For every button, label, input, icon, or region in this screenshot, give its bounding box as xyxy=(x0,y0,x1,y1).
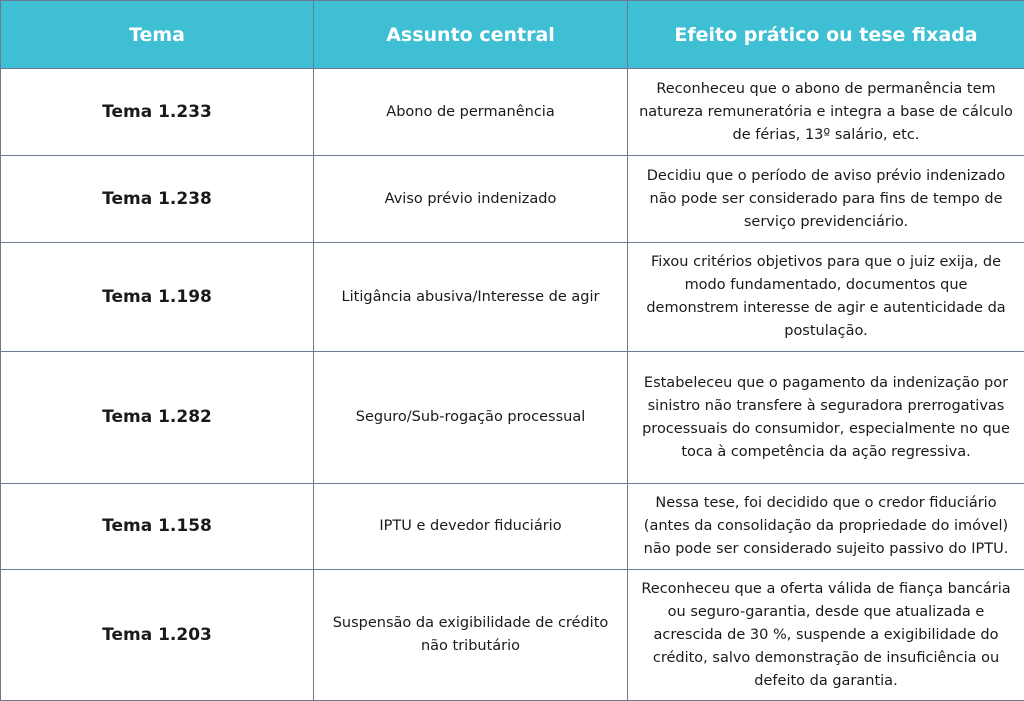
efeito-cell: Nessa tese, foi decidido que o credor fiduciário (antes da consolidação da propriedade do imóvel) não pode ser considerado sujeito passivo do IPTU. xyxy=(628,484,1024,570)
efeito-cell: Estabeleceu que o pagamento da indenização por sinistro não transfere à seguradora prerrogativas processuais do consumidor, especialmente no que toca à competência da ação regressiva. xyxy=(628,352,1024,484)
tema-cell: Tema 1.198 xyxy=(1,243,314,352)
table-row xyxy=(1,243,1024,352)
efeito-cell: Decidiu que o período de aviso prévio indenizado não pode ser considerado para fins de tempo de serviço previdenciário. xyxy=(628,156,1024,243)
assunto-cell: IPTU e devedor fiduciário xyxy=(314,484,628,570)
header-tema: Tema xyxy=(1,1,314,69)
table-row xyxy=(1,484,1024,570)
tema-cell: Tema 1.233 xyxy=(1,69,314,156)
header-efeito-pratico: Efeito prático ou tese fixada xyxy=(628,1,1024,69)
tema-cell: Tema 1.238 xyxy=(1,156,314,243)
header-row xyxy=(1,1,1024,69)
efeito-cell: Reconheceu que a oferta válida de fiança bancária ou seguro-garantia, desde que atualizada e acrescida de 30 %, suspende a exigibilidade do crédito, salvo demonstração de insuficiência ou defeito da garantia. xyxy=(628,570,1024,701)
assunto-cell: Litigância abusiva/Interesse de agir xyxy=(314,243,628,352)
table-header xyxy=(1,1,1024,69)
table-row xyxy=(1,352,1024,484)
header-assunto-central: Assunto central xyxy=(314,1,628,69)
table-body xyxy=(1,69,1024,701)
tema-cell: Tema 1.203 xyxy=(1,570,314,701)
assunto-cell: Abono de permanência xyxy=(314,69,628,156)
assunto-cell: Suspensão da exigibilidade de crédito não tributário xyxy=(314,570,628,701)
efeito-cell: Fixou critérios objetivos para que o juiz exija, de modo fundamentado, documentos que demonstrem interesse de agir e autenticidade da postulação. xyxy=(628,243,1024,352)
table-row xyxy=(1,570,1024,701)
assunto-cell: Aviso prévio indenizado xyxy=(314,156,628,243)
table-row xyxy=(1,69,1024,156)
tema-cell: Tema 1.282 xyxy=(1,352,314,484)
table-row xyxy=(1,156,1024,243)
assunto-cell: Seguro/Sub-rogação processual xyxy=(314,352,628,484)
efeito-cell: Reconheceu que o abono de permanência tem natureza remuneratória e integra a base de cálculo de férias, 13º salário, etc. xyxy=(628,69,1024,156)
tema-cell: Tema 1.158 xyxy=(1,484,314,570)
